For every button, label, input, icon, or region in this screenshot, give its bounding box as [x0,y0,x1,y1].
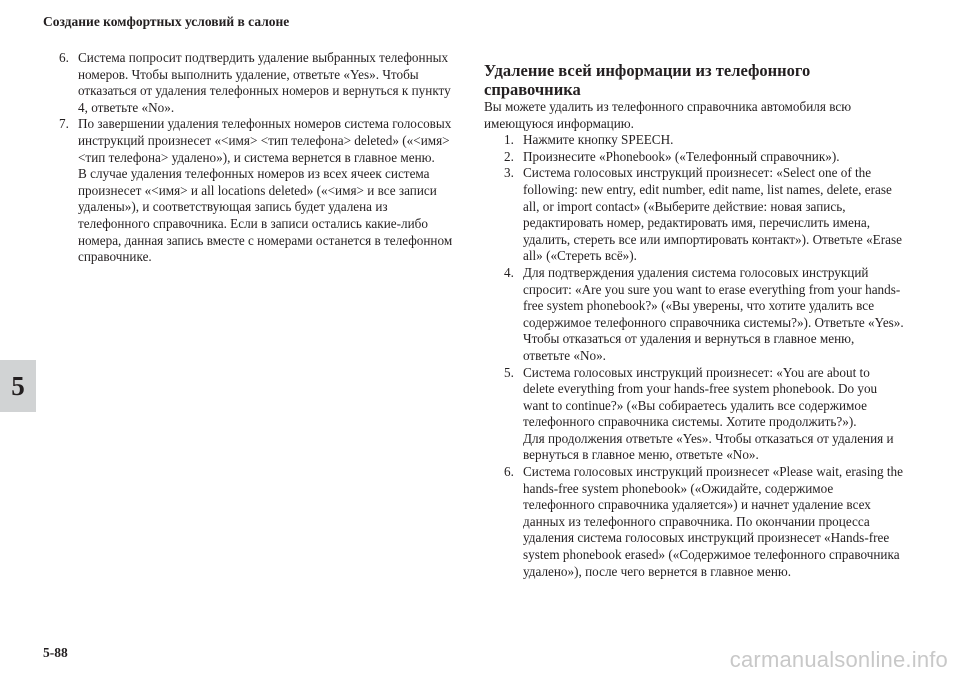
step-number: 4. [504,264,514,280]
step-number: 6. [59,50,69,65]
step-number: 1. [504,132,514,148]
watermark: carmanualsonline.info [729,647,948,672]
left-column [59,50,459,266]
step-item [504,165,904,265]
step-text: Система голосовых инструкций произнесет: «You are about to delete everything from your hands-free system phonebook. Do you want to continue?» («Вы собираетесь удалить все содержимое телефонного справочника системы. Хотите продолжить?»). [523,364,878,430]
step-item [59,116,459,265]
step-number: 3. [504,165,514,181]
step-item [504,464,904,580]
step-text: Система голосовых инструкций произнесет «Please wait, erasing the hands-free system phonebook» («Ожидайте, содержимое телефонного справочника удаляется») и начнет удаление всех данных из телефонного справочника. По окончании процесса удаления система голосовых инструкций произнесет «Hands-free system phonebook erased» («Содержимое телефонного справочника удалено»), после чего вернется в главное меню. [523,464,903,579]
right-step-list [504,132,904,580]
left-step-list [59,50,459,266]
step-text: Для подтверждения удаления система голосовых инструкций спросит: «Are you sure you want to erase everything from your hands-free system phonebook?» («Вы уверены, что хотите удалить все содержимое телефонного справочника системы?»). Ответьте «Yes». Чтобы отказаться от удаления и вернуться в главное меню, ответьте «No». [523,264,904,363]
step-item [504,265,904,365]
section-intro: Вы можете удалить из телефонного справочника автомобиля всю имеющуюся информацию. [484,99,852,131]
step-text: Нажмите кнопку SPEECH. [523,132,674,148]
step-text: Произнесите «Phonebook» («Телефонный справочник»). [523,148,840,164]
right-column [484,61,904,580]
step-number: 5. [504,364,514,380]
chapter-tab: 5 [0,360,36,412]
step-number: 7. [59,116,69,132]
step-item [504,132,904,149]
step-text: Система попросит подтвердить удаление выбранных телефонных номеров. Чтобы выполнить удаление, ответьте «Yes». Чтобы отказаться от удаления телефонных номеров и вернуться к пункту 4, ответьте «No». [78,50,451,115]
step-item [504,149,904,166]
step-text: Система голосовых инструкций произнесет: «Select one of the following: new entry, edit number, edit name, list names, delete, erase all, or import contact» («Выберите действие: новая запись, редактировать номер, редактировать имя, перечислить имена, удалить, стереть все или импортировать контакт»). Ответьте «Erase all» («Стереть всё»). [523,165,902,264]
step-text: По завершении удаления телефонных номеров система голосовых инструкций произнесет «<имя> <тип телефона> deleted» («<имя> <тип телефона> удалено»), и система вернется в главное меню. [78,116,452,165]
page-header-title: Создание комфортных условий в салоне [43,14,290,29]
step-number: 2. [504,148,514,164]
step-note: В случае удаления телефонных номеров из всех ячеек система произнесет «<имя> и all locations deleted» («<имя> и все записи удалены»), и соответствующая запись будет удалена из телефонного справочника. Если в записи остались какие-либо номера, данная запись вместе с номерами останется в телефонном справочнике. [78,166,453,265]
step-number: 6. [504,464,514,480]
page-number: 5-88 [43,645,68,660]
step-item [59,50,459,116]
step-item [504,365,904,465]
step-note: Для продолжения ответьте «Yes». Чтобы отказаться от удаления и вернуться в главное меню, ответьте «No». [523,430,894,463]
section-heading: Удаление всей информации из телефонного справочника [484,61,811,99]
